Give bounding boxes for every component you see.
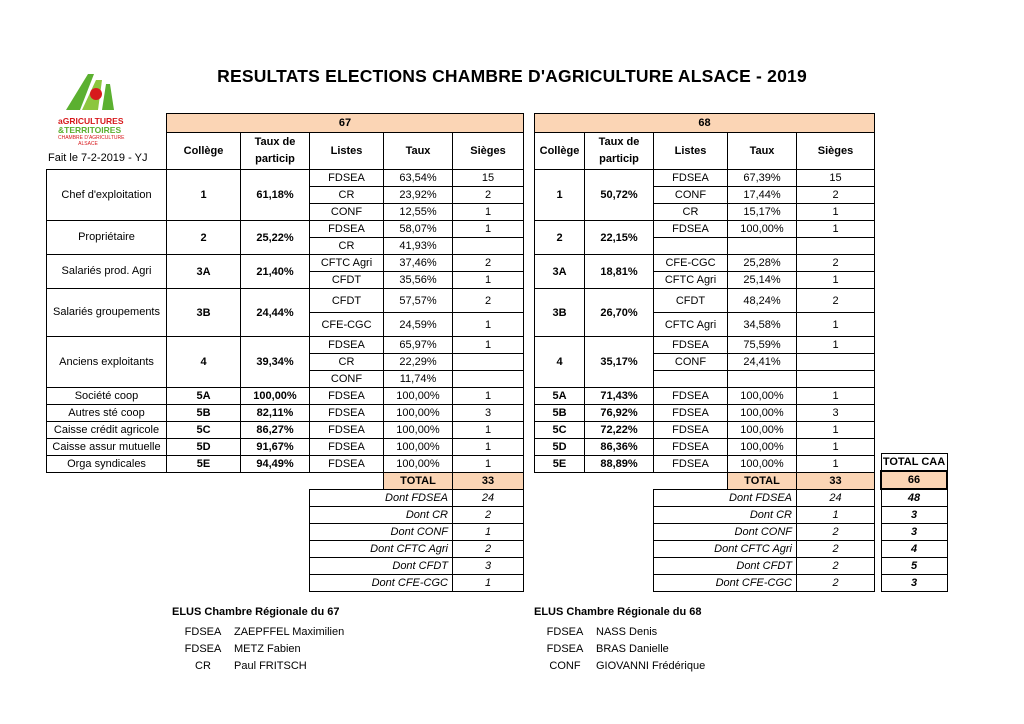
list-rate: 37,46% xyxy=(384,255,453,272)
elu-name: Paul FRITSCH xyxy=(234,660,307,672)
col-taux-particip: Taux de particip xyxy=(241,133,310,170)
participation-rate: 35,17% xyxy=(585,337,654,388)
elu-row xyxy=(172,641,344,658)
dont-row xyxy=(47,558,524,575)
elu-row xyxy=(172,624,344,641)
dont-label: Dont CR xyxy=(654,507,797,524)
dont-value: 2 xyxy=(797,524,875,541)
college-name: Société coop xyxy=(47,388,167,405)
college-code: 4 xyxy=(167,337,241,388)
col-listes: Listes xyxy=(654,133,728,170)
seats: 1 xyxy=(797,337,875,354)
seats: 15 xyxy=(797,170,875,187)
participation-rate: 71,43% xyxy=(585,388,654,405)
dont-row xyxy=(535,558,875,575)
dont-label: Dont CFDT xyxy=(654,558,797,575)
seats: 1 xyxy=(453,388,524,405)
caa-value: 3 xyxy=(881,507,947,524)
list-name: CFTC Agri xyxy=(310,255,384,272)
college-code: 1 xyxy=(535,170,585,221)
elus-68-title: ELUS Chambre Régionale du 68 xyxy=(534,606,702,618)
college-name: Chef d'exploitation xyxy=(47,170,167,221)
list-name: CFE-CGC xyxy=(310,313,384,337)
list-rate: 65,97% xyxy=(384,337,453,354)
participation-rate: 94,49% xyxy=(241,456,310,473)
seats: 1 xyxy=(453,272,524,289)
dont-label: Dont CONF xyxy=(654,524,797,541)
dont-row xyxy=(47,490,524,507)
caa-value: 4 xyxy=(881,541,947,558)
list-name: CONF xyxy=(310,371,384,388)
spacer-cell xyxy=(535,507,654,524)
list-rate: 100,00% xyxy=(384,405,453,422)
col-sieges: Sièges xyxy=(797,133,875,170)
spacer-cell xyxy=(535,490,654,507)
total-value: 33 xyxy=(797,473,875,490)
seats xyxy=(797,371,875,388)
dont-row xyxy=(535,524,875,541)
spacer-cell xyxy=(535,558,654,575)
participation-rate: 88,89% xyxy=(585,456,654,473)
logo-icon xyxy=(58,70,136,114)
elu-name: BRAS Danielle xyxy=(596,643,669,655)
list-name: FDSEA xyxy=(310,337,384,354)
list-rate: 12,55% xyxy=(384,204,453,221)
header-row xyxy=(47,114,524,133)
list-name: CONF xyxy=(654,354,728,371)
college-code: 5C xyxy=(535,422,585,439)
table-row xyxy=(535,422,875,439)
list-name: FDSEA xyxy=(310,439,384,456)
list-rate: 35,56% xyxy=(384,272,453,289)
total-row xyxy=(535,473,875,490)
total-caa-table xyxy=(880,453,948,592)
spacer-cell xyxy=(47,575,310,592)
participation-rate: 100,00% xyxy=(241,388,310,405)
dont-value: 2 xyxy=(797,541,875,558)
dont-label: Dont CR xyxy=(310,507,453,524)
caa-value: 48 xyxy=(881,489,947,507)
logo-line4: ALSACE xyxy=(78,141,98,147)
caa-value: 3 xyxy=(881,575,947,592)
dont-label: Dont FDSEA xyxy=(654,490,797,507)
list-name: FDSEA xyxy=(310,170,384,187)
elu-name: ZAEPFFEL Maximilien xyxy=(234,626,345,638)
date-note: Fait le 7-2-2019 - YJ xyxy=(48,152,148,164)
dont-label: Dont CFE-CGC xyxy=(654,575,797,592)
elus-68 xyxy=(534,606,705,675)
logo-line1: aGRICULTURES xyxy=(58,116,124,126)
seats xyxy=(797,354,875,371)
list-name: FDSEA xyxy=(654,456,728,473)
participation-rate: 86,36% xyxy=(585,439,654,456)
participation-rate: 61,18% xyxy=(241,170,310,221)
col-taux: Taux xyxy=(384,133,453,170)
dont-value: 1 xyxy=(453,524,524,541)
total-label: TOTAL xyxy=(384,473,453,490)
college-code: 4 xyxy=(535,337,585,388)
list-name: CONF xyxy=(654,187,728,204)
seats: 3 xyxy=(797,405,875,422)
list-name: FDSEA xyxy=(310,422,384,439)
dept-label-68: 68 xyxy=(535,114,875,133)
list-rate: 58,07% xyxy=(384,221,453,238)
seats: 1 xyxy=(797,422,875,439)
seats: 1 xyxy=(453,313,524,337)
elu-row xyxy=(534,624,705,641)
participation-rate: 72,22% xyxy=(585,422,654,439)
elus-67-title: ELUS Chambre Régionale du 67 xyxy=(172,606,340,618)
col-sieges: Sièges xyxy=(453,133,524,170)
table-row xyxy=(47,422,524,439)
list-name: CFE-CGC xyxy=(654,255,728,272)
list-name: CFDT xyxy=(654,289,728,313)
seats xyxy=(453,238,524,255)
col-college: Collège xyxy=(535,133,585,170)
list-name: FDSEA xyxy=(654,405,728,422)
list-name: CFTC Agri xyxy=(654,272,728,289)
dont-value: 1 xyxy=(453,575,524,592)
table-row xyxy=(535,170,875,187)
logo-line2: &TERRITOIRES xyxy=(58,125,122,135)
table-row xyxy=(535,337,875,354)
caa-value: 3 xyxy=(881,524,947,541)
list-rate xyxy=(728,371,797,388)
table-row xyxy=(47,289,524,313)
dont-row xyxy=(535,575,875,592)
elu-row xyxy=(172,658,344,675)
dont-row xyxy=(47,524,524,541)
list-name: CFDT xyxy=(310,289,384,313)
elu-list: FDSEA xyxy=(184,626,222,638)
college-code: 5A xyxy=(535,388,585,405)
college-code: 5E xyxy=(535,456,585,473)
list-rate: 25,14% xyxy=(728,272,797,289)
table-row xyxy=(535,405,875,422)
college-code: 3A xyxy=(167,255,241,289)
list-rate: 100,00% xyxy=(728,221,797,238)
seats: 1 xyxy=(453,439,524,456)
spacer-cell xyxy=(47,473,310,490)
list-rate: 100,00% xyxy=(384,439,453,456)
elu-row xyxy=(534,641,705,658)
list-name: FDSEA xyxy=(654,221,728,238)
table-row xyxy=(47,439,524,456)
college-name: Caisse crédit agricole xyxy=(47,422,167,439)
list-name: FDSEA xyxy=(654,388,728,405)
participation-rate: 50,72% xyxy=(585,170,654,221)
list-rate: 15,17% xyxy=(728,204,797,221)
college-name: Orga syndicales xyxy=(47,456,167,473)
caa-row xyxy=(881,541,947,558)
list-rate: 41,93% xyxy=(384,238,453,255)
seats: 3 xyxy=(453,405,524,422)
table-row xyxy=(47,170,524,187)
seats xyxy=(797,238,875,255)
table-row xyxy=(535,456,875,473)
list-rate xyxy=(728,238,797,255)
table-row xyxy=(535,255,875,272)
list-name: CFTC Agri xyxy=(654,313,728,337)
list-name: FDSEA xyxy=(654,337,728,354)
seats: 1 xyxy=(797,313,875,337)
list-rate: 100,00% xyxy=(728,439,797,456)
seats: 1 xyxy=(453,456,524,473)
dont-row xyxy=(47,541,524,558)
participation-rate: 22,15% xyxy=(585,221,654,255)
spacer-cell xyxy=(47,524,310,541)
list-name: FDSEA xyxy=(654,170,728,187)
table-row xyxy=(535,439,875,456)
caa-total-row xyxy=(881,471,947,489)
page-title: RESULTATS ELECTIONS CHAMBRE D'AGRICULTURE ALSACE - 2019 xyxy=(217,66,807,86)
results-table-67 xyxy=(46,113,524,592)
dept-label-67: 67 xyxy=(167,114,524,133)
list-rate: 11,74% xyxy=(384,371,453,388)
participation-rate: 26,70% xyxy=(585,289,654,337)
participation-rate: 18,81% xyxy=(585,255,654,289)
table-row xyxy=(535,388,875,405)
spacer-cell xyxy=(535,541,654,558)
spacer-cell xyxy=(654,473,728,490)
seats: 2 xyxy=(797,187,875,204)
seats: 1 xyxy=(797,439,875,456)
table-row xyxy=(47,405,524,422)
elu-name: NASS Denis xyxy=(596,626,658,638)
list-rate: 100,00% xyxy=(728,388,797,405)
total-row xyxy=(47,473,524,490)
seats: 1 xyxy=(453,204,524,221)
dont-value: 2 xyxy=(797,558,875,575)
list-rate: 17,44% xyxy=(728,187,797,204)
list-rate: 24,59% xyxy=(384,313,453,337)
college-name: Anciens exploitants xyxy=(47,337,167,388)
col-taux-particip: Taux de particip xyxy=(585,133,654,170)
college-code: 3A xyxy=(535,255,585,289)
seats: 1 xyxy=(797,272,875,289)
caa-row xyxy=(881,575,947,592)
list-rate: 67,39% xyxy=(728,170,797,187)
total-label: TOTAL xyxy=(728,473,797,490)
caa-row xyxy=(881,507,947,524)
list-name: FDSEA xyxy=(654,422,728,439)
seats: 2 xyxy=(453,255,524,272)
dont-value: 1 xyxy=(797,507,875,524)
table-row xyxy=(47,388,524,405)
seats: 2 xyxy=(797,255,875,272)
dont-label: Dont CFTC Agri xyxy=(654,541,797,558)
list-name: CR xyxy=(310,354,384,371)
table-row xyxy=(47,221,524,238)
participation-rate: 39,34% xyxy=(241,337,310,388)
list-rate: 25,28% xyxy=(728,255,797,272)
elus-67 xyxy=(172,606,344,675)
caa-header-row xyxy=(881,454,947,472)
seats: 15 xyxy=(453,170,524,187)
dont-value: 2 xyxy=(453,507,524,524)
participation-rate: 82,11% xyxy=(241,405,310,422)
seats: 1 xyxy=(797,456,875,473)
participation-rate: 24,44% xyxy=(241,289,310,337)
elu-row xyxy=(534,658,705,675)
list-rate: 23,92% xyxy=(384,187,453,204)
dont-label: Dont CFTC Agri xyxy=(310,541,453,558)
dont-row xyxy=(535,507,875,524)
col-listes: Listes xyxy=(310,133,384,170)
list-name xyxy=(654,371,728,388)
seats: 1 xyxy=(453,221,524,238)
col-taux: Taux xyxy=(728,133,797,170)
spacer-cell xyxy=(310,473,384,490)
dont-value: 24 xyxy=(797,490,875,507)
dont-value: 2 xyxy=(797,575,875,592)
dont-label: Dont CFDT xyxy=(310,558,453,575)
list-name: FDSEA xyxy=(310,388,384,405)
spacer-cell xyxy=(47,490,310,507)
header-row xyxy=(535,114,875,133)
college-code: 5E xyxy=(167,456,241,473)
caa-row xyxy=(881,558,947,575)
college-code: 5B xyxy=(535,405,585,422)
seats: 1 xyxy=(797,221,875,238)
list-rate: 57,57% xyxy=(384,289,453,313)
col-college: Collège xyxy=(167,133,241,170)
list-rate: 75,59% xyxy=(728,337,797,354)
seats: 1 xyxy=(797,388,875,405)
college-code: 5C xyxy=(167,422,241,439)
total-caa-label: TOTAL CAA xyxy=(881,454,947,472)
list-rate: 48,24% xyxy=(728,289,797,313)
dont-value: 3 xyxy=(453,558,524,575)
spacer-cell xyxy=(47,541,310,558)
total-value: 33 xyxy=(453,473,524,490)
table-row xyxy=(535,221,875,238)
dont-value: 24 xyxy=(453,490,524,507)
results-table-68 xyxy=(534,113,875,592)
dont-label: Dont CFE-CGC xyxy=(310,575,453,592)
college-code: 1 xyxy=(167,170,241,221)
list-rate: 100,00% xyxy=(728,405,797,422)
spacer-cell xyxy=(47,558,310,575)
caa-row xyxy=(881,489,947,507)
list-rate: 24,41% xyxy=(728,354,797,371)
table-row xyxy=(47,255,524,272)
total-caa-value: 66 xyxy=(881,471,947,489)
participation-rate: 25,22% xyxy=(241,221,310,255)
column-header-row xyxy=(47,133,524,170)
college-name: Caisse assur mutuelle xyxy=(47,439,167,456)
seats: 1 xyxy=(453,337,524,354)
list-rate: 100,00% xyxy=(384,456,453,473)
list-rate: 100,00% xyxy=(384,388,453,405)
spacer-cell xyxy=(535,473,654,490)
logo-line3: CHAMBRE D'AGRICULTURE xyxy=(58,135,125,141)
elu-name: GIOVANNI Frédérique xyxy=(596,660,706,672)
list-name: FDSEA xyxy=(654,439,728,456)
list-name: FDSEA xyxy=(310,456,384,473)
elu-list: CONF xyxy=(549,660,581,672)
college-code: 2 xyxy=(535,221,585,255)
table-row xyxy=(535,289,875,313)
list-rate: 34,58% xyxy=(728,313,797,337)
list-rate: 100,00% xyxy=(728,456,797,473)
college-code: 5D xyxy=(535,439,585,456)
seats xyxy=(453,371,524,388)
list-name: CONF xyxy=(310,204,384,221)
dont-label: Dont FDSEA xyxy=(310,490,453,507)
seats: 1 xyxy=(797,204,875,221)
seats: 2 xyxy=(453,187,524,204)
list-name xyxy=(654,238,728,255)
college-name: Salariés groupements xyxy=(47,289,167,337)
spacer-cell xyxy=(535,524,654,541)
seats: 2 xyxy=(453,289,524,313)
participation-rate: 86,27% xyxy=(241,422,310,439)
dont-row xyxy=(47,507,524,524)
list-name: CR xyxy=(310,187,384,204)
dont-row xyxy=(535,490,875,507)
list-rate: 63,54% xyxy=(384,170,453,187)
seats: 1 xyxy=(453,422,524,439)
dont-row xyxy=(535,541,875,558)
list-name: FDSEA xyxy=(310,405,384,422)
college-code: 3B xyxy=(535,289,585,337)
participation-rate: 91,67% xyxy=(241,439,310,456)
table-row xyxy=(47,337,524,354)
spacer-cell xyxy=(47,114,167,133)
spacer-cell xyxy=(535,575,654,592)
dont-row xyxy=(47,575,524,592)
list-rate: 100,00% xyxy=(384,422,453,439)
list-rate: 22,29% xyxy=(384,354,453,371)
caa-row xyxy=(881,524,947,541)
seats xyxy=(453,354,524,371)
college-code: 5D xyxy=(167,439,241,456)
elu-list: CR xyxy=(195,660,211,672)
seats: 2 xyxy=(797,289,875,313)
participation-rate: 21,40% xyxy=(241,255,310,289)
elu-list: FDSEA xyxy=(546,626,584,638)
list-name: CR xyxy=(654,204,728,221)
elu-list: FDSEA xyxy=(184,643,222,655)
caa-value: 5 xyxy=(881,558,947,575)
college-code: 5B xyxy=(167,405,241,422)
list-name: FDSEA xyxy=(310,221,384,238)
list-name: CR xyxy=(310,238,384,255)
college-code: 5A xyxy=(167,388,241,405)
college-code: 3B xyxy=(167,289,241,337)
dont-value: 2 xyxy=(453,541,524,558)
table-row xyxy=(47,456,524,473)
spacer-cell xyxy=(47,507,310,524)
list-rate: 100,00% xyxy=(728,422,797,439)
list-name: CFDT xyxy=(310,272,384,289)
elu-name: METZ Fabien xyxy=(234,643,301,655)
college-name: Propriétaire xyxy=(47,221,167,255)
elu-list: FDSEA xyxy=(546,643,584,655)
college-code: 2 xyxy=(167,221,241,255)
column-header-row xyxy=(535,133,875,170)
college-name: Salariés prod. Agri xyxy=(47,255,167,289)
dont-label: Dont CONF xyxy=(310,524,453,541)
college-name: Autres sté coop xyxy=(47,405,167,422)
spacer-cell xyxy=(47,133,167,170)
participation-rate: 76,92% xyxy=(585,405,654,422)
